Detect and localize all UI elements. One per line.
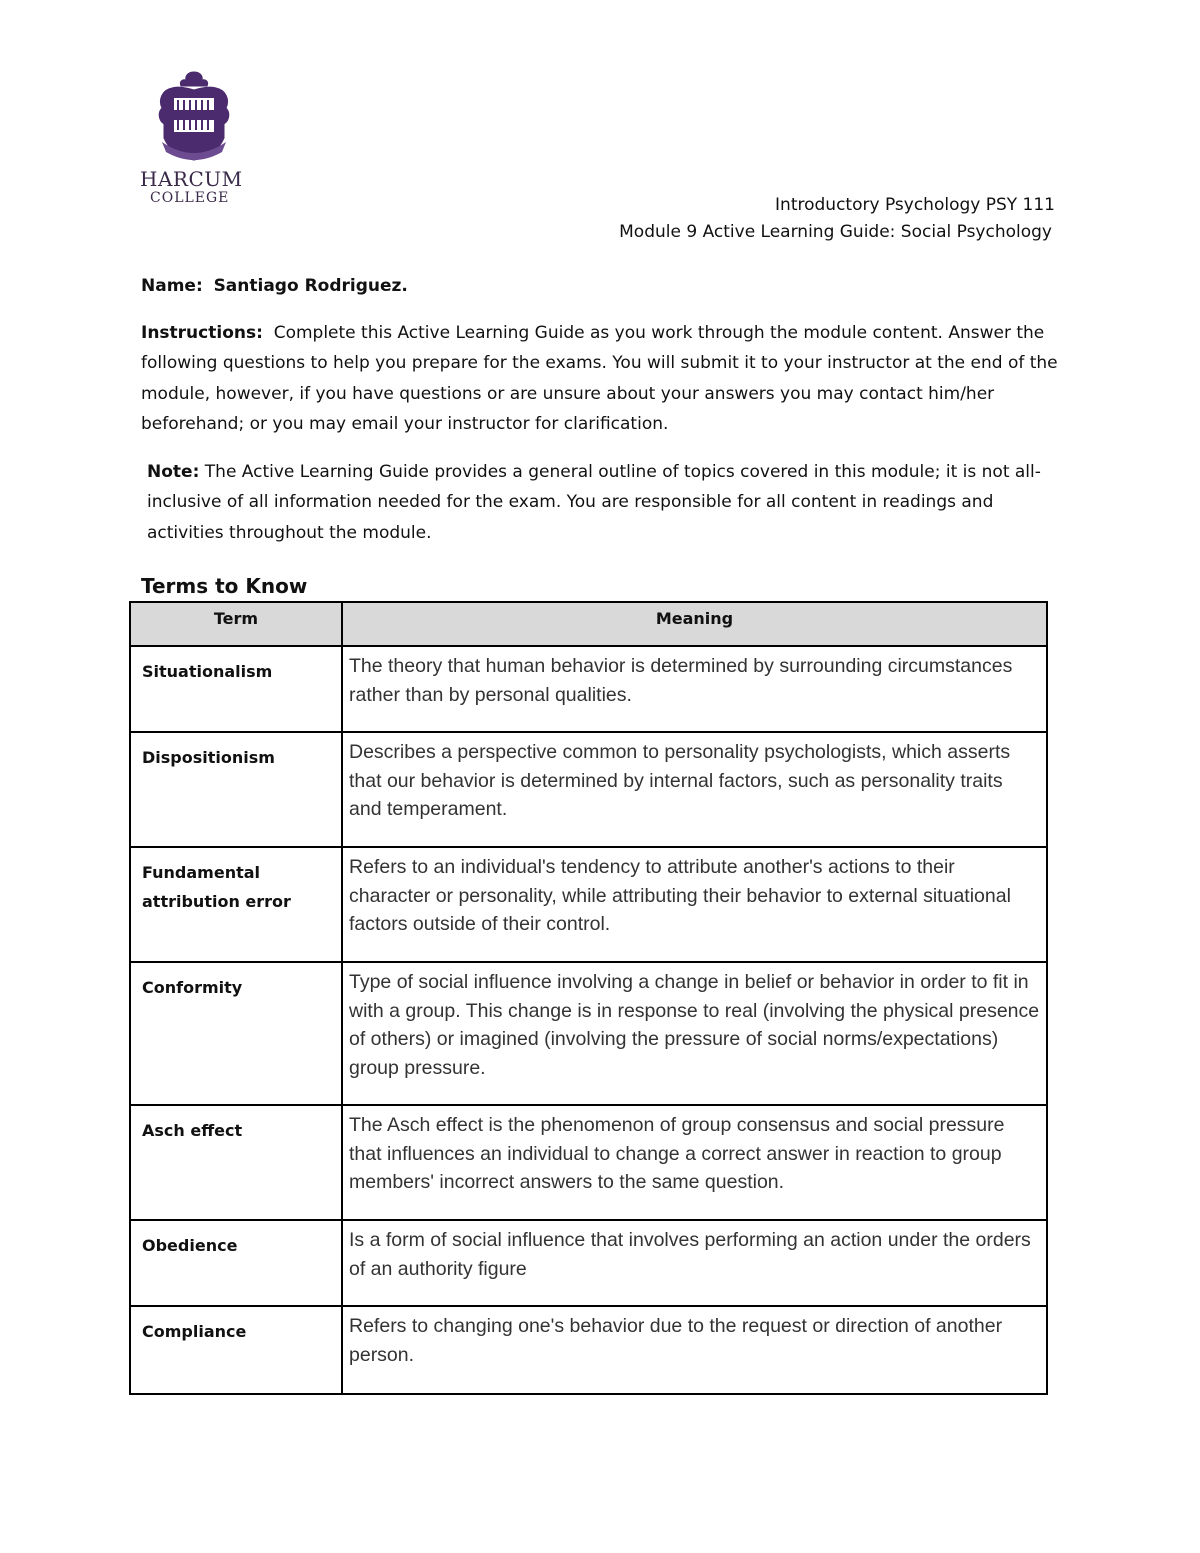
meaning-cell: The theory that human behavior is determined by surrounding circumstances rather than by personal qualities. bbox=[342, 646, 1047, 732]
terms-table bbox=[129, 601, 1048, 1395]
table-row bbox=[130, 1306, 1047, 1394]
table-row bbox=[130, 1105, 1047, 1220]
term-column-header: Term bbox=[130, 602, 342, 646]
name-label: Name: bbox=[141, 276, 203, 296]
meaning-cell: Is a form of social influence that involves performing an action under the orders of an authority figure bbox=[342, 1220, 1047, 1306]
table-row bbox=[130, 962, 1047, 1105]
table-row bbox=[130, 646, 1047, 732]
instructions-label: Instructions: bbox=[141, 322, 263, 343]
module-title: Module 9 Active Learning Guide: Social Psychology bbox=[619, 222, 1052, 242]
student-name-line bbox=[141, 271, 1061, 302]
meaning-cell: Refers to an individual's tendency to attribute another's actions to their character or personality, while attributing their behavior to external situational factors outside of their control. bbox=[342, 847, 1047, 962]
college-name: HARCUM bbox=[140, 167, 243, 191]
note-paragraph bbox=[141, 457, 1061, 549]
term-cell: Asch effect bbox=[130, 1105, 342, 1220]
course-header bbox=[619, 192, 1055, 246]
term-cell: Conformity bbox=[130, 962, 342, 1105]
student-name: Santiago Rodriguez. bbox=[213, 276, 408, 296]
term-cell: Compliance bbox=[130, 1306, 342, 1394]
instructions-paragraph bbox=[141, 318, 1061, 440]
meaning-cell: Refers to changing one's behavior due to the request or direction of another person. bbox=[342, 1306, 1047, 1394]
term-cell: Situationalism bbox=[130, 646, 342, 732]
college-logo bbox=[140, 68, 246, 206]
course-title: Introductory Psychology PSY 111 bbox=[775, 195, 1055, 215]
terms-table-header-row bbox=[130, 602, 1047, 646]
table-row bbox=[130, 1220, 1047, 1306]
document-body bbox=[141, 271, 1061, 548]
meaning-cell: Type of social influence involving a change in belief or behavior in order to fit in with a group. This change is in response to real (involving the physical presence of others) or imagined (involving the pressure of social norms/expectations) group pressure. bbox=[342, 962, 1047, 1105]
college-subtitle: COLLEGE bbox=[150, 190, 230, 206]
meaning-column-header: Meaning bbox=[342, 602, 1047, 646]
term-cell: Obedience bbox=[130, 1220, 342, 1306]
term-cell: Dispositionism bbox=[130, 732, 342, 847]
table-row bbox=[130, 732, 1047, 847]
instructions-text: Complete this Active Learning Guide as you work through the module content. Answer the following questions to help you prepare for the exams. You will submit it to your instructor at the end of the module, however, if you have questions or are unsure about your answers you may contact him/her beforehand; or you may email your instructor for clarification. bbox=[141, 322, 1058, 434]
meaning-cell: Describes a perspective common to personality psychologists, which asserts that our behavior is determined by internal factors, such as personality traits and temperament. bbox=[342, 732, 1047, 847]
term-cell: Fundamental attribution error bbox=[130, 847, 342, 962]
table-row bbox=[130, 847, 1047, 962]
note-label: Note: bbox=[147, 461, 200, 482]
terms-section-title: Terms to Know bbox=[141, 574, 308, 598]
college-crest-icon bbox=[152, 68, 236, 164]
meaning-cell: The Asch effect is the phenomenon of group consensus and social pressure that influences an individual to change a correct answer in reaction to group members' incorrect answers to the same question. bbox=[342, 1105, 1047, 1220]
note-text: The Active Learning Guide provides a general outline of topics covered in this module; it is not all-inclusive of all information needed for the exam. You are responsible for all content in readings and activities throughout the module. bbox=[147, 461, 1041, 543]
